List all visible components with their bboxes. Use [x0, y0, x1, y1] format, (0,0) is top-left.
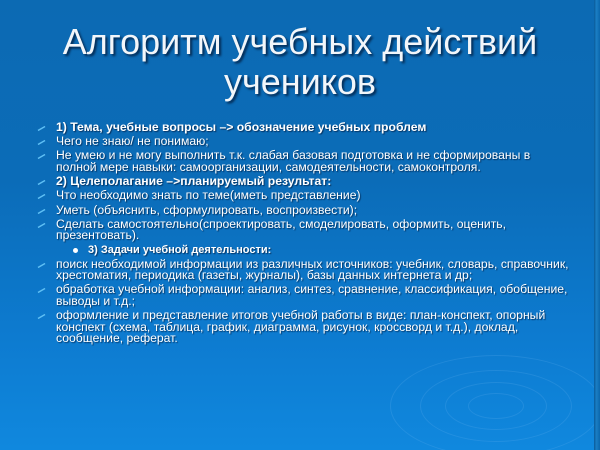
list-item: [36, 284, 571, 307]
arrow-bullet-icon: [36, 123, 48, 133]
list-item: [36, 256, 571, 283]
list-item-text: Не умею и не могу выполнить т.к. слабая базовая подготовка и не сформированы в полной мере навыки: самоорганизации, самодеятельности, самоконтроля.: [56, 148, 531, 174]
list-item: [36, 202, 571, 217]
bullet-list: [36, 122, 571, 345]
arrow-bullet-icon: [36, 260, 48, 270]
arrow-bullet-icon: [36, 206, 48, 216]
list-item: [36, 190, 571, 202]
list-item-text: поиск необходимой информации из различных источников: учебник, словарь, справочник, хрестоматия, периодика (газеты, журналы), базы данных интернета и др;: [56, 256, 569, 283]
arrow-bullet-icon: [36, 151, 48, 161]
list-item-text: 2) Целеполагание –>планируемый результат:: [56, 174, 332, 189]
list-item-text: Уметь (объяснить, сформулировать, воспроизвести);: [56, 202, 358, 217]
slide-content: [36, 122, 571, 348]
title-line-1: Алгоритм учебных действий: [62, 21, 538, 62]
list-item: [36, 122, 571, 134]
arrow-bullet-icon: [36, 311, 48, 321]
list-item: [36, 176, 571, 188]
list-item: [36, 150, 571, 173]
arrow-bullet-icon: [36, 285, 48, 295]
arrow-bullet-icon: [36, 137, 48, 147]
list-item-text: Что необходимо знать по теме(иметь представление): [56, 188, 361, 203]
ripple-decoration: [350, 330, 600, 450]
list-item-text: Сделать самостоятельно(спроектировать, смоделировать, оформить, оценить, презентовать).: [56, 216, 507, 243]
slide-title: [0, 22, 600, 102]
list-item: [36, 216, 571, 243]
list-item-text: оформление и представление итогов учебной работы в виде: план-конспект, опорный конспект (схема, таблица, график, диаграмма, рисунок, кроссворд и т.д.), доклад, сообщение, реферат.: [56, 308, 546, 346]
list-item: [36, 310, 571, 345]
list-item: [36, 136, 571, 148]
list-item-text: 3) Задачи учебной деятельности:: [88, 243, 272, 256]
arrow-bullet-icon: [36, 177, 48, 187]
list-item-text: Чего не знаю/ не понимаю;: [56, 134, 209, 149]
arrow-bullet-icon: [36, 191, 48, 201]
title-line-2: учеников: [223, 61, 377, 102]
dot-bullet-icon: [73, 248, 78, 253]
list-item-text: обработка учебной информации: анализ, синтез, сравнение, классификация, обобщение, выводы и т.д.;: [56, 282, 568, 309]
list-item-text: 1) Тема, учебные вопросы –> обозначение учебных проблем: [56, 120, 427, 134]
list-item-subheading: [36, 245, 571, 257]
arrow-bullet-icon: [36, 220, 48, 230]
